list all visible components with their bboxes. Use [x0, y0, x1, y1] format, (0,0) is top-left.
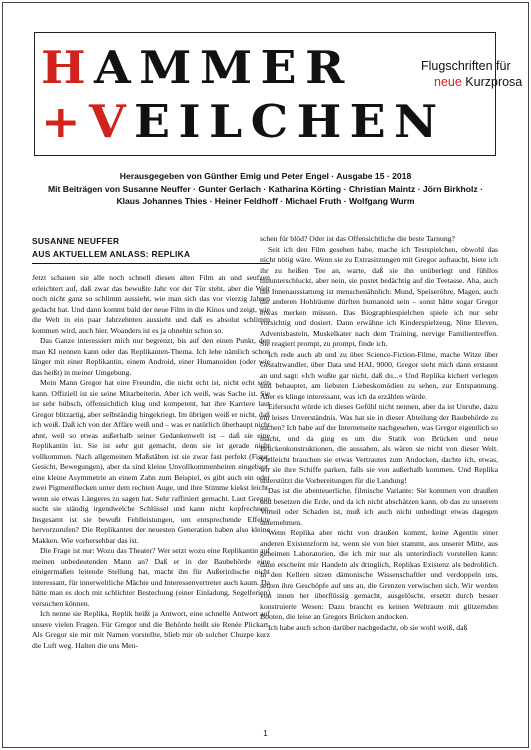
- masthead-title-line2-rest: EILCHEN: [134, 95, 446, 148]
- tagline-line1: Flugschriften für: [421, 59, 511, 73]
- article-paragraph: Das ist die abenteuerliche, filmische Variante: Sie kommen von draußen und besetzen die Erde, und da ich nicht abschätzen kann, ob das zu unserem Vorteil oder Schaden ist, muß ich auch nicht unbedingt etwas dagegen unternehmen.: [260, 486, 498, 527]
- article-paragraph: Mein Mann Gregor hat eine Freundin, die nicht echt ist, nicht echt sein kann. Offiziell ist sie seine Mitarbeiterin. Aber ich weiß, was Sache ist. Sie ist sehr hübsch, offensichtlich klug und kompetent, hat ihre Karriere laut Gregor blitzartig, aber selbständig hingekriegt. Im übrigen weiß er nicht, daß ich weiß. Daß ich von der Affäre weiß und – was er natürlich überhaupt nicht ahnt, weil so etwas außerhalb seiner Gedankenwelt ist – daß sie eine Replikantin ist. Sie ist sehr gut gemacht, denn sie ist gerade nicht vollkommen. Nach allgemeinen Maßstäben ist sie zwar fast perfekt (Figur, Gesicht, Bewegungen), aber da sind kleine Unvollkommenheiten eingebaut, eine kleine Asymmetrie an einem Zahn zum Beispiel, es gibt auch ein oder zwei Pigmentflecken unter dem rechten Auge, und ihre Stimme kiekst leicht, wenn sie etwas Längeres zu sagen hat. Sehr raffiniert gemacht. Laut Gregor sucht sie ständig irgendwelche Schlüssel und kann nicht kopfrechnen. Insgesamt ist sie bewußt Fehlleistungen, um entsprechende Effekte hervorzurufen? Die Replikanten der neuesten Generation haben also kleine Makken. Wie vorhersehbar das ist.: [32, 378, 270, 545]
- page-number: 1: [263, 729, 268, 738]
- article-paragraph: schen für blöd? Oder ist das Offensichtliche die beste Tarnung?: [260, 234, 455, 243]
- article-paragraph: Ich rede auch ab und zu über Science-Fiction-Filme, mache Witze über Gestaltwandler, über Data und HAL 9000, Gregor sieht mich dann erstaunt an und sagt: »Ich wußte gar nicht, daß du...« Und Replika kichert verlegen und behauptet, am liebsten Liebeskomödien zu sehen, zur Entspannung. Aber es klinge interessant, was ich da erzählen würde.: [260, 349, 498, 401]
- article-paragraph: Die Frage ist nur: Wozu das Theater? Wer setzt wozu eine Replikantin auf meinen unbedeutenden Mann an? Daß er in der Baubehörde eine einigermaßen leitende Stellung hat, macht ihn für Außerirdische nicht interessant, für innerweltliche Mächte und Interessenvertreter auch kaum. Da hätte man es doch mit schlichter Bestechung (einer Einladung, Segelferien) versuchen können.: [32, 546, 270, 608]
- article-paragraph: Wenn Replika aber nicht von draußen kommt, keine Agentin einer anderen Existenzform ist, wenn sie von hier stammt, aus unserer Mitte, aus geheimen Laboratorien, die ich mir nur als unterirdisch vorstellen kann: dann erscheint mir Handeln als dringlich, Replikas Existenz als bedrohlich. In den Kellern sitzen dämonische Wissenschaftler und verdoppeln uns, setzen ihre Geschöpfe auf uns an, die Grenzen verwischen sich. Wir werden von innen her überflüssig gemacht, ausgelöscht, ersetzt durch besser konstruierte Wesen: Dazu braucht es keinen Weltraum mit glitzernden Booten, die leise an Gregors Brücken andocken.: [260, 528, 498, 621]
- credits-line3: Klaus Johannes Thies · Heiner Feldhoff · Michael Fruth · Wolfgang Wurm: [116, 196, 415, 206]
- tagline-accent-word: neue: [434, 75, 462, 89]
- article-head-rule: [32, 263, 270, 264]
- credits-line1: Herausgegeben von Günther Emig und Peter Engel · Ausgabe 15 · 2018: [119, 171, 412, 181]
- article-paragraph: Jetzt schauen sie alle noch schnell diesen alten Film an und seufzen erleichtert auf, daß zwar das bewußte Jahr vor der Tür steht, aber die Welt noch nicht ganz so schlimm aussieht, wie man sich das vor vierzig Jahren gedacht hat. Und dann kommt bald der neue Film in die Kinos und zeigt, wie die Welt in ein paar Jahrzehnten aussieht und daß es absolut schlimm kommen wird, auch hier. Woanders ist es ja ohnehin schon so.: [32, 273, 270, 335]
- masthead-title-line2-initial: +V: [41, 95, 135, 148]
- article-title: AUS AKTUELLEM ANLASS: REPLIKA: [32, 248, 191, 259]
- article-column-right: [260, 234, 498, 633]
- article-paragraph: Ich nenne sie Replika, Replik heißt ja Antwort, eine schnelle Antwort auf unsere vielen Fragen. Für Gregor und die Behörde heißt sie Renée Plickart. Als Gregor sie mir mit Namen vorstellte, blieb mir ob solcher Chuzpe kurz die Luft weg. Halten die uns Men-: [32, 609, 270, 650]
- tagline-line2-rest: Kurzprosa: [461, 75, 523, 89]
- masthead-title-line1-initial: H: [41, 41, 95, 94]
- credits-line2: Mit Beiträgen von Susanne Neuffer · Gunter Gerlach · Katharina Körting · Christian Maintz · Jörn Birkholz ·: [48, 183, 483, 194]
- article-paragraph: Das Ganze interessiert mich nur begrenzt, bis auf den einen Punkt, den man KI nennen kann oder das Replikanten-Thema. Ich lebe nämlich schon länger mit einer Replikantin, einem Android, einer Humanoiden (oder wie das heißt) in meiner Umgebung.: [32, 336, 270, 377]
- article-author: SUSANNE NEUFFER: [32, 236, 120, 246]
- article-paragraph: Eifersucht würde ich dieses Gefühl nicht nennen, aber da ist Unruhe, dazu ein leises Unverständnis. Was hat sie in dieser Abteilung der Baubehörde zu suchen? Ich habe auf der Internetseite nachgesehen, was Gregor eigentlich so macht, und da ging es um die Statik von Brücken und neue Brückenkonstruktionen, die aussahen, als wären sie nicht von dieser Welt. Vielleicht brauchen sie etwas Vertrautes zum Andocken, dachte ich, etwas, wo sie ihre Schiffe parken, falls sie von außerhalb kommen. Und Replika unterstützt die Vorbereitungen für die Landung!: [260, 402, 498, 485]
- issue-credits: [20, 170, 511, 208]
- masthead-title-line2: [41, 97, 446, 147]
- article-paragraph: Ich habe auch schon darüber nachgedacht, ob sie wohl weiß, daß: [268, 622, 468, 632]
- masthead: [34, 32, 523, 156]
- tagline-line2: [434, 75, 522, 90]
- article-paragraph: Seit ich den Film gesehen habe, mache ich Testspielchen, obwohl das nicht nötig wäre. Wenn sie zu Extrasitzungen mit Gregor auftaucht, biete ich ihr zu heißen Tee an, warte, daß sie ihn unüberlegt und fühllos hinunterschluckt, aber nein, sie pustet bedächtig auf die Teetasse. Aha, auch die Innenausstattung ist menschenähnlich: Mund, Speiseröhre, Magen, auch die anderen Hohlräume dürften humanoid sein – sonst hätte sogar Gregor etwas merken müssen. Das Biographiespielchen spiele ich nur sehr vorsichtig und dosiert. Dann erwähne ich Kinderspielzeug, Nine Eleven, Adventsbasteln, Muskelkater nach dem Training, nervige Familientreffen. Sie reagiert prompt, zu prompt, finde ich.: [260, 244, 498, 348]
- article-column-left: [32, 234, 270, 651]
- masthead-title-line1: [41, 43, 353, 93]
- masthead-title-line1-rest: AMMER: [94, 41, 353, 94]
